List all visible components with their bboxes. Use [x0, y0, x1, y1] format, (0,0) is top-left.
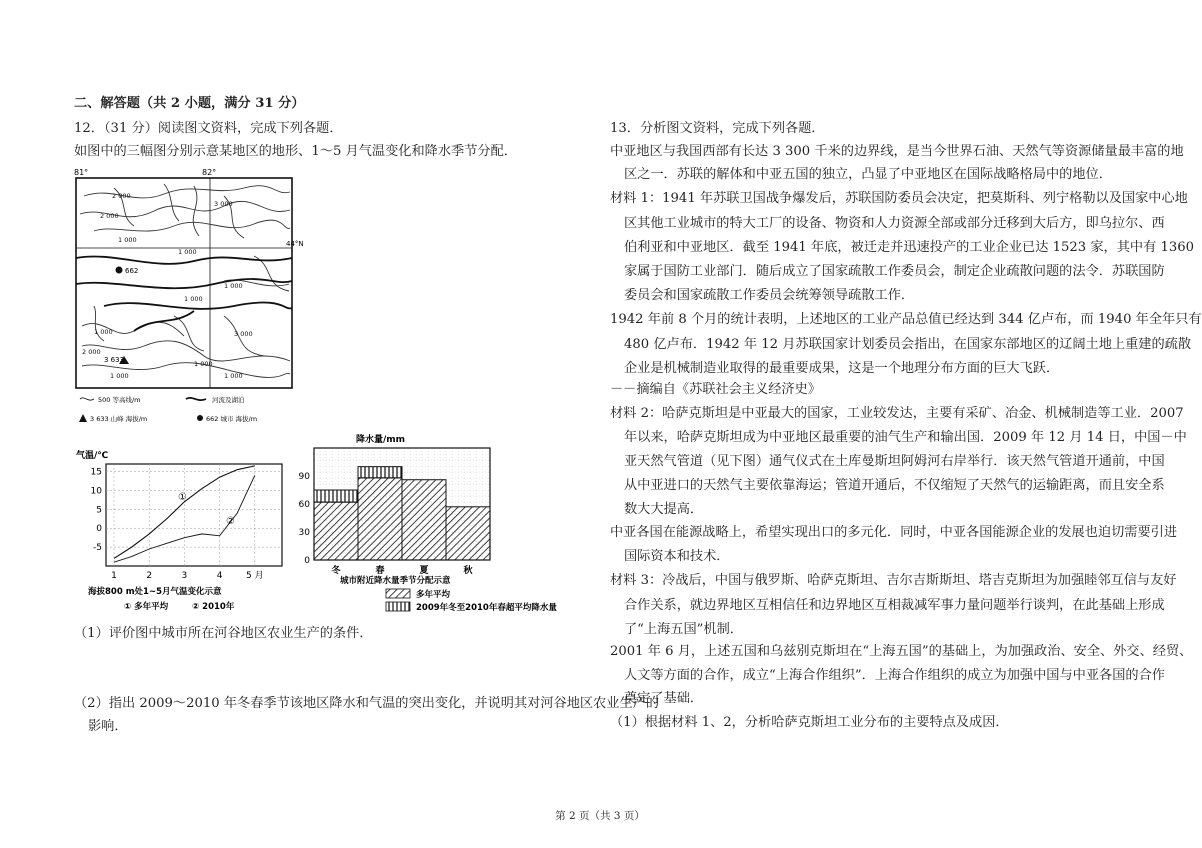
precip-category: 春 — [375, 566, 385, 576]
q12-description: 如图中的三幅图分别示意某地区的地形、1～5 月气温变化和降水季节分配． — [74, 144, 517, 159]
temp-legend2: ② 2010年 — [192, 602, 235, 612]
right-text-line: 奠定了基础． — [624, 691, 704, 706]
right-text-line: 区其他工业城市的特大工厂的设备、物资和人力资源全部或部分迁移到大后方，即乌拉尔、西 — [624, 216, 1165, 231]
right-text-line: 家属于国防工业部门．随后成立了国家疏散工作委员会，制定企业疏散问题的法令．苏联国防 — [624, 264, 1165, 279]
temp-caption: 海拔800 m处1~5月气温变化示意 — [88, 587, 222, 597]
sub-question-2-line2: 影响． — [88, 719, 128, 734]
right-text-line: －－摘编自《苏联社会主义经济史》 — [610, 382, 821, 397]
right-text-line: 合作关系，就边界地区互相信任和边界地区互相裁减军事力量问题举行谈判，在此基础上形成 — [624, 598, 1165, 613]
precip-bar-average — [446, 507, 490, 560]
precipitation-chart — [280, 430, 557, 616]
topographic-map — [74, 166, 304, 428]
temp-xtick: 3 — [181, 571, 188, 581]
svg-text:1 000: 1 000 — [224, 282, 243, 290]
city-legend-icon — [197, 415, 203, 421]
precip-bar-excess — [358, 467, 402, 478]
precip-ytick: 60 — [298, 500, 310, 510]
temp-legend1: ① 多年平均 — [124, 602, 169, 612]
svg-text:3 000: 3 000 — [214, 200, 233, 208]
svg-text:1 000: 1 000 — [178, 248, 197, 256]
precip-caption: 城市附近降水量季节分配示意 — [340, 576, 451, 586]
temp-xtick: 4 — [216, 571, 223, 581]
right-text-line: 中亚各国在能源战略上，希望实现出口的多元化．同时，中亚各国能源企业的发展也迫切需要引进 — [610, 525, 1178, 540]
precip-bar-average — [358, 478, 402, 560]
sub-question-2-line1: （2）指出 2009～2010 年冬春季节该地区降水和气温的突出变化，并说明其对河谷地区农业生产的 — [74, 696, 660, 711]
precip-bar-average — [402, 480, 446, 560]
right-text-line: 480 亿卢布．1942 年 12 月苏联国家计划委员会指出，在国家东部地区的辽阔土地上重建的疏散 — [624, 337, 1192, 352]
temp-grid — [91, 464, 282, 581]
svg-text:2 000: 2 000 — [82, 348, 101, 356]
svg-text:1 000: 1 000 — [184, 295, 203, 303]
right-text-line: （1）根据材料 1、2，分析哈萨克斯坦工业分布的主要特点及成因． — [610, 715, 1009, 730]
right-text-line: 委员会和国家疏散工作委员会统筹领导疏散工作． — [624, 288, 915, 303]
temp-ytick: 0 — [96, 524, 102, 535]
precip-legend1: 多年平均 — [416, 590, 451, 600]
river-legend-icon — [186, 398, 206, 400]
temp-ytick: -5 — [93, 543, 102, 554]
right-text-line: 年以来，哈萨克斯坦成为中亚地区最重要的油气生产和输出国．2009 年 12 月 14 日，中国－中 — [624, 430, 1187, 445]
temp-ylabel: 气温/℃ — [76, 451, 109, 461]
temp-xtick: 1 — [111, 571, 117, 581]
map-lat: 44°N — [286, 240, 304, 248]
precip-bar-average — [314, 502, 358, 560]
sub-question-1: （1）评价图中城市所在河谷地区农业生产的条件． — [74, 626, 373, 641]
right-text-line: 亚天然气管道（见下图）通气仪式在土库曼斯坦阿姆河右岸举行．该天然气管道开通前，中国 — [624, 454, 1165, 469]
precip-legend2-swatch — [386, 602, 410, 611]
right-text-line: 数大大提高． — [624, 502, 704, 517]
precip-ytick: 90 — [298, 472, 310, 482]
peak-legend-icon — [79, 414, 87, 422]
svg-text:1 000: 1 000 — [194, 360, 213, 368]
right-text-line: 材料 1：1941 年苏联卫国战争爆发后，苏联国防委员会决定，把莫斯科、列宁格勒以及国家中心地 — [610, 191, 1188, 206]
legend-river: 河流及湖泊 — [212, 396, 245, 404]
q12-intro: 12．（31 分）阅读图文资料，完成下列各题． — [74, 121, 343, 136]
svg-text:1 000: 1 000 — [118, 236, 137, 244]
legend-city: 662 城市 海拔/m — [206, 415, 258, 423]
svg-text:1 000: 1 000 — [224, 372, 243, 380]
temp-ytick: 5 — [96, 505, 102, 516]
page-footer: 第 2 页（共 3 页） — [555, 810, 645, 822]
precip-category: 冬 — [331, 566, 341, 576]
map-city-elev: 662 — [125, 267, 139, 275]
city-marker — [116, 267, 123, 274]
svg-text:1 000: 1 000 — [110, 372, 129, 380]
right-text-line: 材料 2：哈萨克斯坦是中亚最大的国家，工业较发达，主要有采矿、冶金、机械制造等工业．2007 — [610, 406, 1184, 421]
section-title: 二、解答题（共 2 小题，满分 31 分） — [74, 96, 305, 111]
precip-ytick: 30 — [298, 528, 310, 538]
precip-category: 秋 — [463, 566, 473, 576]
precip-legend1-swatch — [386, 589, 410, 598]
curve2-label: ② — [226, 516, 235, 527]
right-text-line: 伯利亚和中亚地区．截至 1941 年底，被迁走并迅速投产的工业企业已达 1523 家，其中有 1360 — [624, 240, 1195, 255]
temp-ytick: 10 — [90, 486, 102, 497]
legend-peak: 3 633 山峰 海拔/m — [90, 415, 148, 423]
temp-xtick: 2 — [146, 571, 153, 581]
legend-contour: 500 等高线/m — [98, 396, 141, 404]
right-text-line: 中亚地区与我国西部有长达 3 300 千米的边界线，是当今世界石油、天然气等资源储量最丰富的地 — [610, 144, 1184, 159]
right-text-line: 2001 年 6 月，上述五国和乌兹别克斯坦在“上海五国”的基础上，为加强政治、安全、外交、经贸、 — [610, 644, 1193, 659]
precip-ylabel: 降水量/mm — [356, 435, 406, 445]
right-text-line: 区之一．苏联的解体和中亚五国的独立，凸显了中亚地区在国际战略格局中的地位． — [624, 167, 1112, 182]
right-text-line: 从中亚进口的天然气主要依靠海运；管道开通后，不仅缩短了天然气的运输距离，而且安全系 — [624, 478, 1165, 493]
temperature-chart — [74, 434, 289, 614]
precip-bar-excess — [314, 490, 358, 502]
curve1-label: ① — [178, 492, 187, 503]
right-text-line: 1942 年前 8 个月的统计表明，上述地区的工业产品总值已经达到 344 亿卢布，而 1940 年全年只有 — [610, 312, 1202, 327]
precip-bars — [314, 467, 490, 560]
temp-frame — [106, 464, 282, 566]
svg-text:3 000: 3 000 — [234, 330, 253, 338]
temp-xtick: 5 月 — [246, 571, 264, 581]
right-text-line: 了“上海五国”机制． — [624, 622, 743, 637]
map-lon-right: 82° — [202, 168, 217, 177]
right-text-line: 13．分析图文资料，完成下列各题． — [610, 121, 825, 136]
map-peak-elev: 3 633 — [104, 356, 125, 364]
contour-legend-icon — [80, 398, 94, 400]
svg-text:1 000: 1 000 — [94, 328, 113, 336]
precip-category: 夏 — [419, 566, 429, 576]
right-text-line: 国际资本和技术． — [624, 549, 730, 564]
svg-text:2 000: 2 000 — [100, 212, 119, 220]
precip-ytick: 0 — [304, 556, 310, 566]
right-text-line: 人文等方面的合作，成立“上海合作组织”．上海合作组织的成立为加强中国与中亚各国的合作 — [624, 668, 1165, 683]
svg-text:2 000: 2 000 — [112, 192, 131, 200]
right-text-line: 企业是机械制造业取得的最重要成果，这是一个地理分布方面的巨大飞跃． — [624, 361, 1060, 376]
map-lon-left: 81° — [74, 168, 89, 177]
precip-legend2: 2009年冬至2010年春超平均降水量 — [416, 603, 557, 613]
right-text-line: 材料 3：冷战后，中国与俄罗斯、哈萨克斯坦、吉尔吉斯斯坦、塔吉克斯坦为加强睦邻互信与友好 — [610, 573, 1177, 588]
temp-ytick: 15 — [90, 467, 102, 478]
